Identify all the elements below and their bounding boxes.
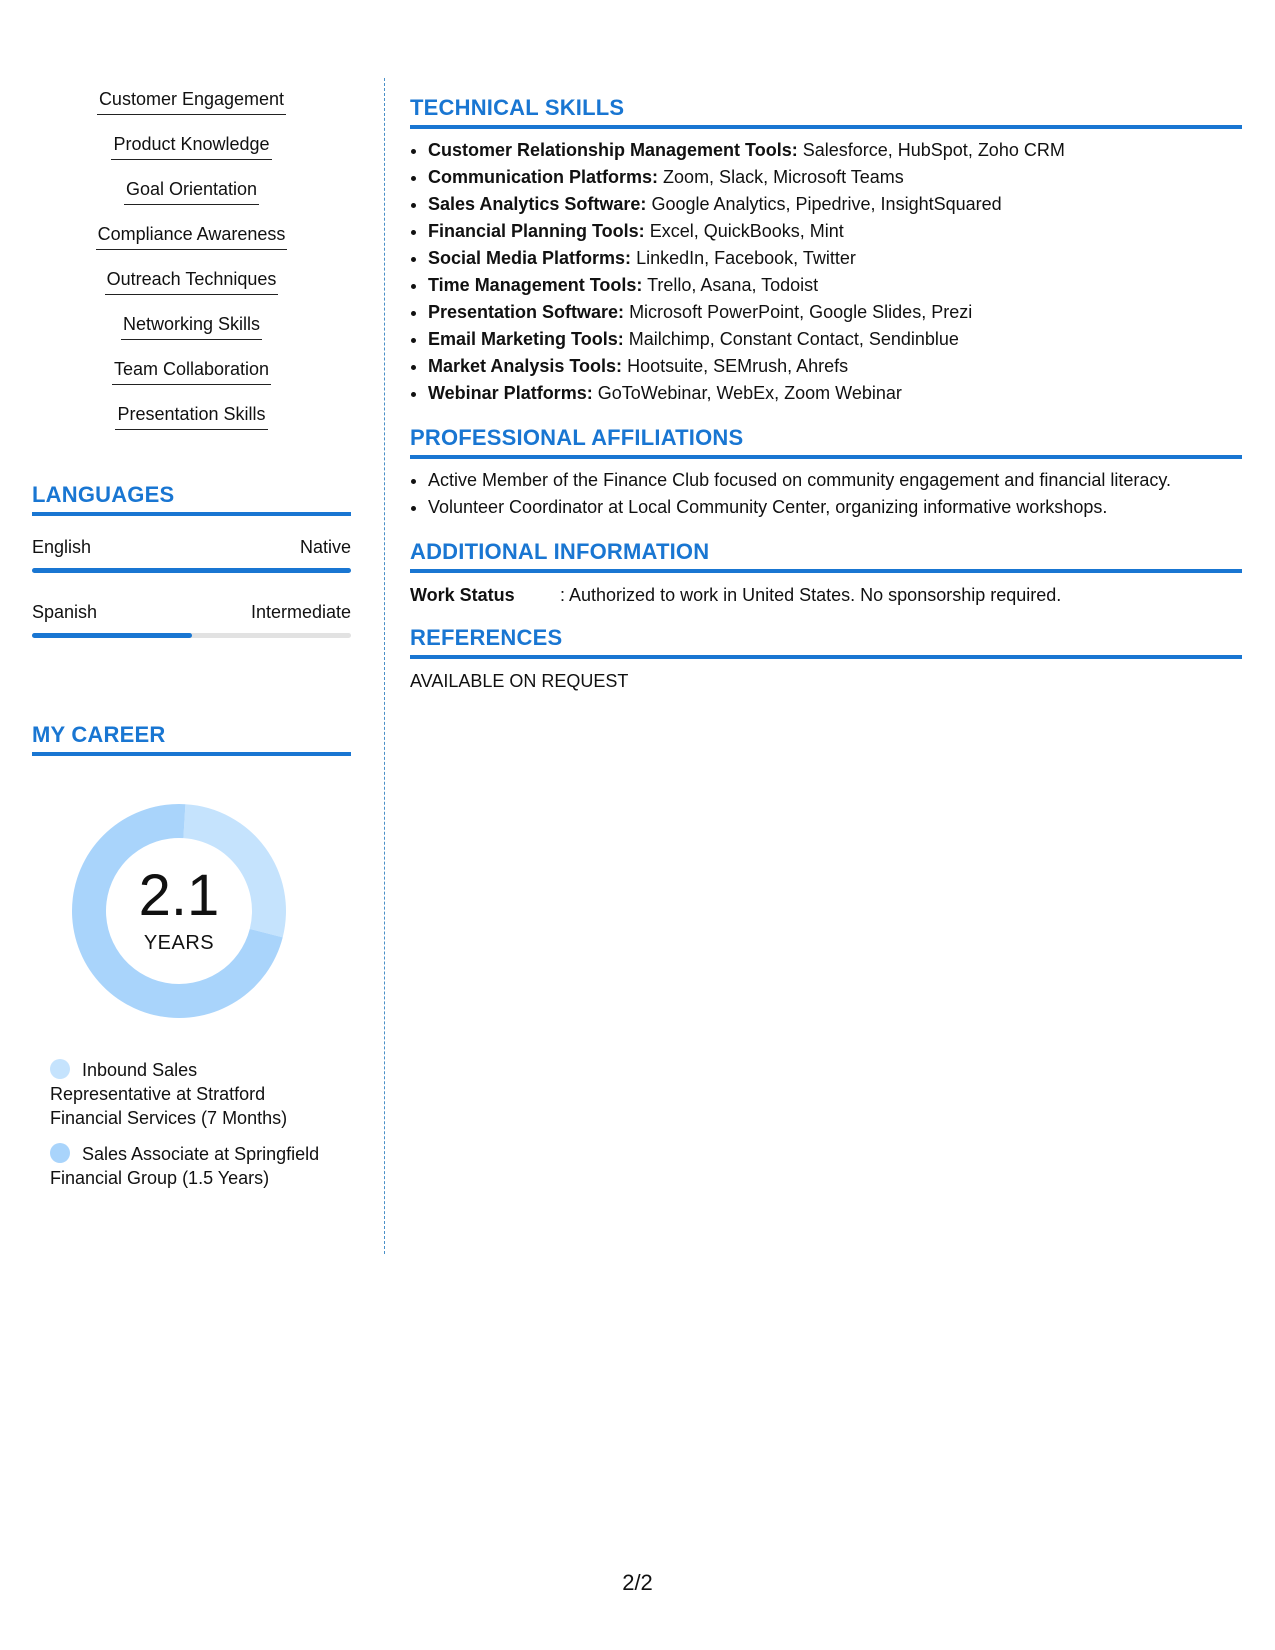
affiliation-item: • Active Member of the Finance Club focused on community engagement and financial literacy.	[428, 467, 1242, 494]
technical-skill-item	[428, 299, 1242, 326]
technical-skill-item	[428, 164, 1242, 191]
skill-tag: Team Collaboration	[112, 350, 271, 385]
skill-item	[32, 125, 351, 170]
skill-tag: Presentation Skills	[115, 395, 267, 430]
technical-skill-label: Financial Planning Tools:	[428, 221, 645, 241]
skills-list	[32, 80, 351, 440]
languages-heading: LANGUAGES	[32, 482, 351, 516]
technical-skill-value: Excel, QuickBooks, Mint	[649, 221, 844, 241]
technical-skill-item	[428, 137, 1242, 164]
technical-skill-value: Salesforce, HubSpot, Zoho CRM	[802, 140, 1065, 160]
skill-tag: Goal Orientation	[124, 170, 259, 205]
skill-item	[32, 350, 351, 395]
work-status-row	[410, 583, 1242, 607]
technical-skill-label: Market Analysis Tools:	[428, 356, 623, 376]
technical-skill-item	[428, 380, 1242, 407]
technical-skill-item	[428, 353, 1242, 380]
skill-item	[32, 170, 351, 215]
skill-item	[32, 305, 351, 350]
technical-skill-label: Time Management Tools:	[428, 275, 643, 295]
skill-item	[32, 260, 351, 305]
technical-skill-value: Hootsuite, SEMrush, Ahrefs	[627, 356, 849, 376]
technical-skill-value: Mailchimp, Constant Contact, Sendinblue	[628, 329, 959, 349]
technical-skill-value: Google Analytics, Pipedrive, InsightSquared	[651, 194, 1002, 214]
language-level: Intermediate	[250, 602, 351, 622]
career-legend-item	[50, 1058, 320, 1130]
legend-dot-icon	[50, 1143, 70, 1163]
technical-skill-label: Sales Analytics Software:	[428, 194, 647, 214]
language-level: Native	[299, 537, 351, 557]
affiliations-section	[410, 425, 1242, 521]
language-proficiency-fill	[32, 568, 351, 573]
column-divider	[384, 78, 385, 1254]
technical-skills-section	[410, 95, 1242, 407]
technical-skill-value: LinkedIn, Facebook, Twitter	[636, 248, 856, 268]
career-heading: MY CAREER	[32, 722, 351, 756]
affiliations-heading: PROFESSIONAL AFFILIATIONS	[410, 425, 1242, 459]
technical-skill-label: Email Marketing Tools:	[428, 329, 624, 349]
affiliation-item: • Volunteer Coordinator at Local Community Center, organizing informative workshops.	[428, 494, 1242, 521]
additional-info-heading: ADDITIONAL INFORMATION	[410, 539, 1242, 573]
technical-skill-value: Trello, Asana, Todoist	[647, 275, 819, 295]
technical-skill-item	[428, 326, 1242, 353]
language-proficiency-bar	[32, 633, 351, 638]
career-legend-label: Inbound Sales Representative at Stratford Financial Services (7 Months)	[50, 1060, 288, 1128]
skill-tag: Customer Engagement	[97, 80, 286, 115]
skill-tag: Compliance Awareness	[96, 215, 288, 250]
technical-skill-label: Social Media Platforms:	[428, 248, 632, 268]
technical-skill-item	[428, 245, 1242, 272]
career-legend-label: Sales Associate at Springfield Financial Group (1.5 Years)	[50, 1144, 320, 1188]
skill-tag: Product Knowledge	[111, 125, 271, 160]
technical-skill-label: Presentation Software:	[428, 302, 625, 322]
career-legend-item	[50, 1142, 320, 1190]
technical-skill-item	[428, 218, 1242, 245]
technical-skill-label: Customer Relationship Management Tools:	[428, 140, 798, 160]
technical-skill-label: Webinar Platforms:	[428, 383, 593, 403]
language-proficiency-bar	[32, 568, 351, 573]
technical-skill-label: Communication Platforms:	[428, 167, 659, 187]
career-total-value: 2.1	[138, 863, 220, 928]
career-section	[32, 722, 351, 1202]
references-section	[410, 625, 1242, 693]
technical-skill-item	[428, 191, 1242, 218]
page-number: 2/2	[622, 1570, 653, 1595]
skill-tag: Networking Skills	[121, 305, 262, 340]
technical-skill-value: Zoom, Slack, Microsoft Teams	[663, 167, 904, 187]
skill-item	[32, 80, 351, 125]
career-donut-chart	[66, 798, 292, 1024]
references-heading: REFERENCES	[410, 625, 1242, 659]
technical-skill-item	[428, 272, 1242, 299]
main-content	[410, 95, 1242, 711]
additional-info-section	[410, 539, 1242, 607]
language-proficiency-fill	[32, 633, 192, 638]
affiliations-list	[410, 467, 1242, 521]
skill-item	[32, 395, 351, 440]
references-text: AVAILABLE ON REQUEST	[410, 671, 629, 691]
skill-item	[32, 215, 351, 260]
technical-skills-heading: TECHNICAL SKILLS	[410, 95, 1242, 129]
work-status-label: Work Status	[410, 585, 515, 605]
language-name: Spanish	[32, 602, 98, 622]
language-row	[32, 536, 351, 573]
language-name: English	[32, 537, 92, 557]
work-status-value: : Authorized to work in United States. No sponsorship required.	[560, 585, 1062, 605]
career-legend	[50, 1058, 320, 1190]
legend-dot-icon	[50, 1059, 70, 1079]
languages-section	[32, 482, 351, 638]
skills-sidebar	[32, 80, 351, 440]
technical-skill-value: GoToWebinar, WebEx, Zoom Webinar	[597, 383, 902, 403]
language-row	[32, 601, 351, 638]
technical-skill-value: Microsoft PowerPoint, Google Slides, Prezi	[629, 302, 973, 322]
skill-tag: Outreach Techniques	[105, 260, 279, 295]
career-total-unit: YEARS	[143, 932, 215, 954]
technical-skills-list	[410, 137, 1242, 407]
